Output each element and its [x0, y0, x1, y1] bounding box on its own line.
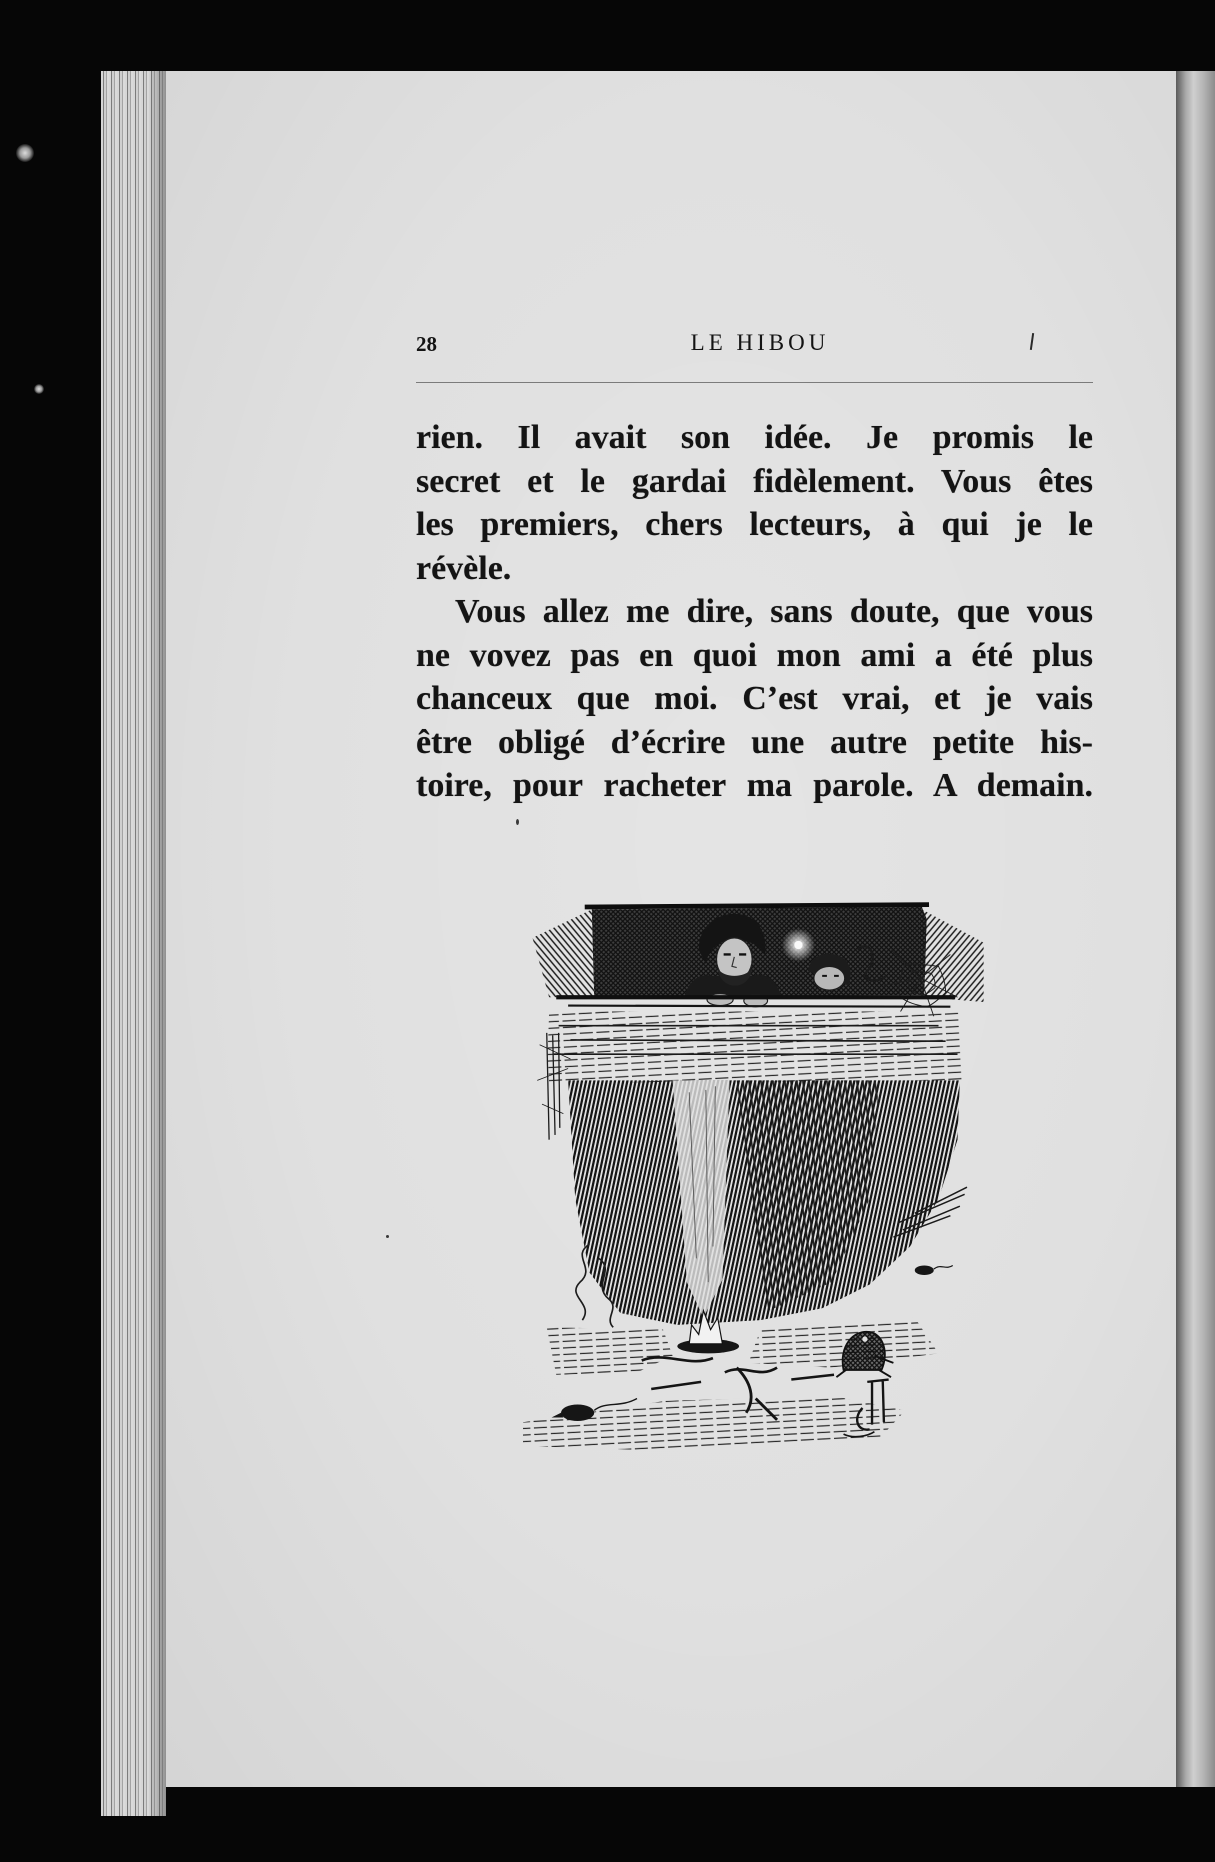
paragraph — [416, 416, 1093, 590]
text-line: toire, pour racheter ma parole. A demain. — [416, 767, 1093, 804]
text-line: les premiers, chers lecteurs, à qui je le — [416, 506, 1093, 543]
page-edge-stack — [101, 71, 166, 1816]
paragraph — [416, 590, 1093, 808]
illustration-floor-planks — [547, 997, 963, 1082]
illustration-left-beams — [532, 909, 594, 997]
text-line: être obligé d’écrire une autre petite his- — [416, 723, 1093, 761]
text-line: secret et le gardai fidèlement. Vous êtes — [416, 462, 1093, 500]
illustration-right-beams — [922, 909, 984, 1002]
book-page — [166, 71, 1176, 1787]
text-line: ne vovez pas en quoi mon ami a été plus — [416, 636, 1093, 674]
running-title: LE HIBOU — [690, 330, 830, 355]
text-line: chanceux que moi. C’est vrai, et je vais — [416, 680, 1093, 717]
body-text — [416, 416, 1093, 808]
scan-speck — [16, 144, 34, 162]
scan-speck — [34, 384, 44, 394]
illustration-shadow-hatching — [568, 1080, 960, 1325]
text-line: rien. Il avait son idée. Je promis le — [416, 419, 1093, 456]
text-line: révèle. — [416, 549, 512, 587]
next-page-edge — [1176, 71, 1215, 1787]
page-number: 28 — [416, 332, 437, 356]
illustration-lamp — [782, 928, 815, 961]
text-line: Vous allez me dire, sans doute, que vous — [455, 593, 1093, 630]
page-speck — [386, 1235, 389, 1238]
illustration — [523, 902, 986, 1451]
page-speck — [516, 819, 519, 825]
illustration-small-rat — [915, 1266, 953, 1275]
header-rule — [416, 382, 1093, 383]
ink-mark — [1030, 333, 1034, 350]
